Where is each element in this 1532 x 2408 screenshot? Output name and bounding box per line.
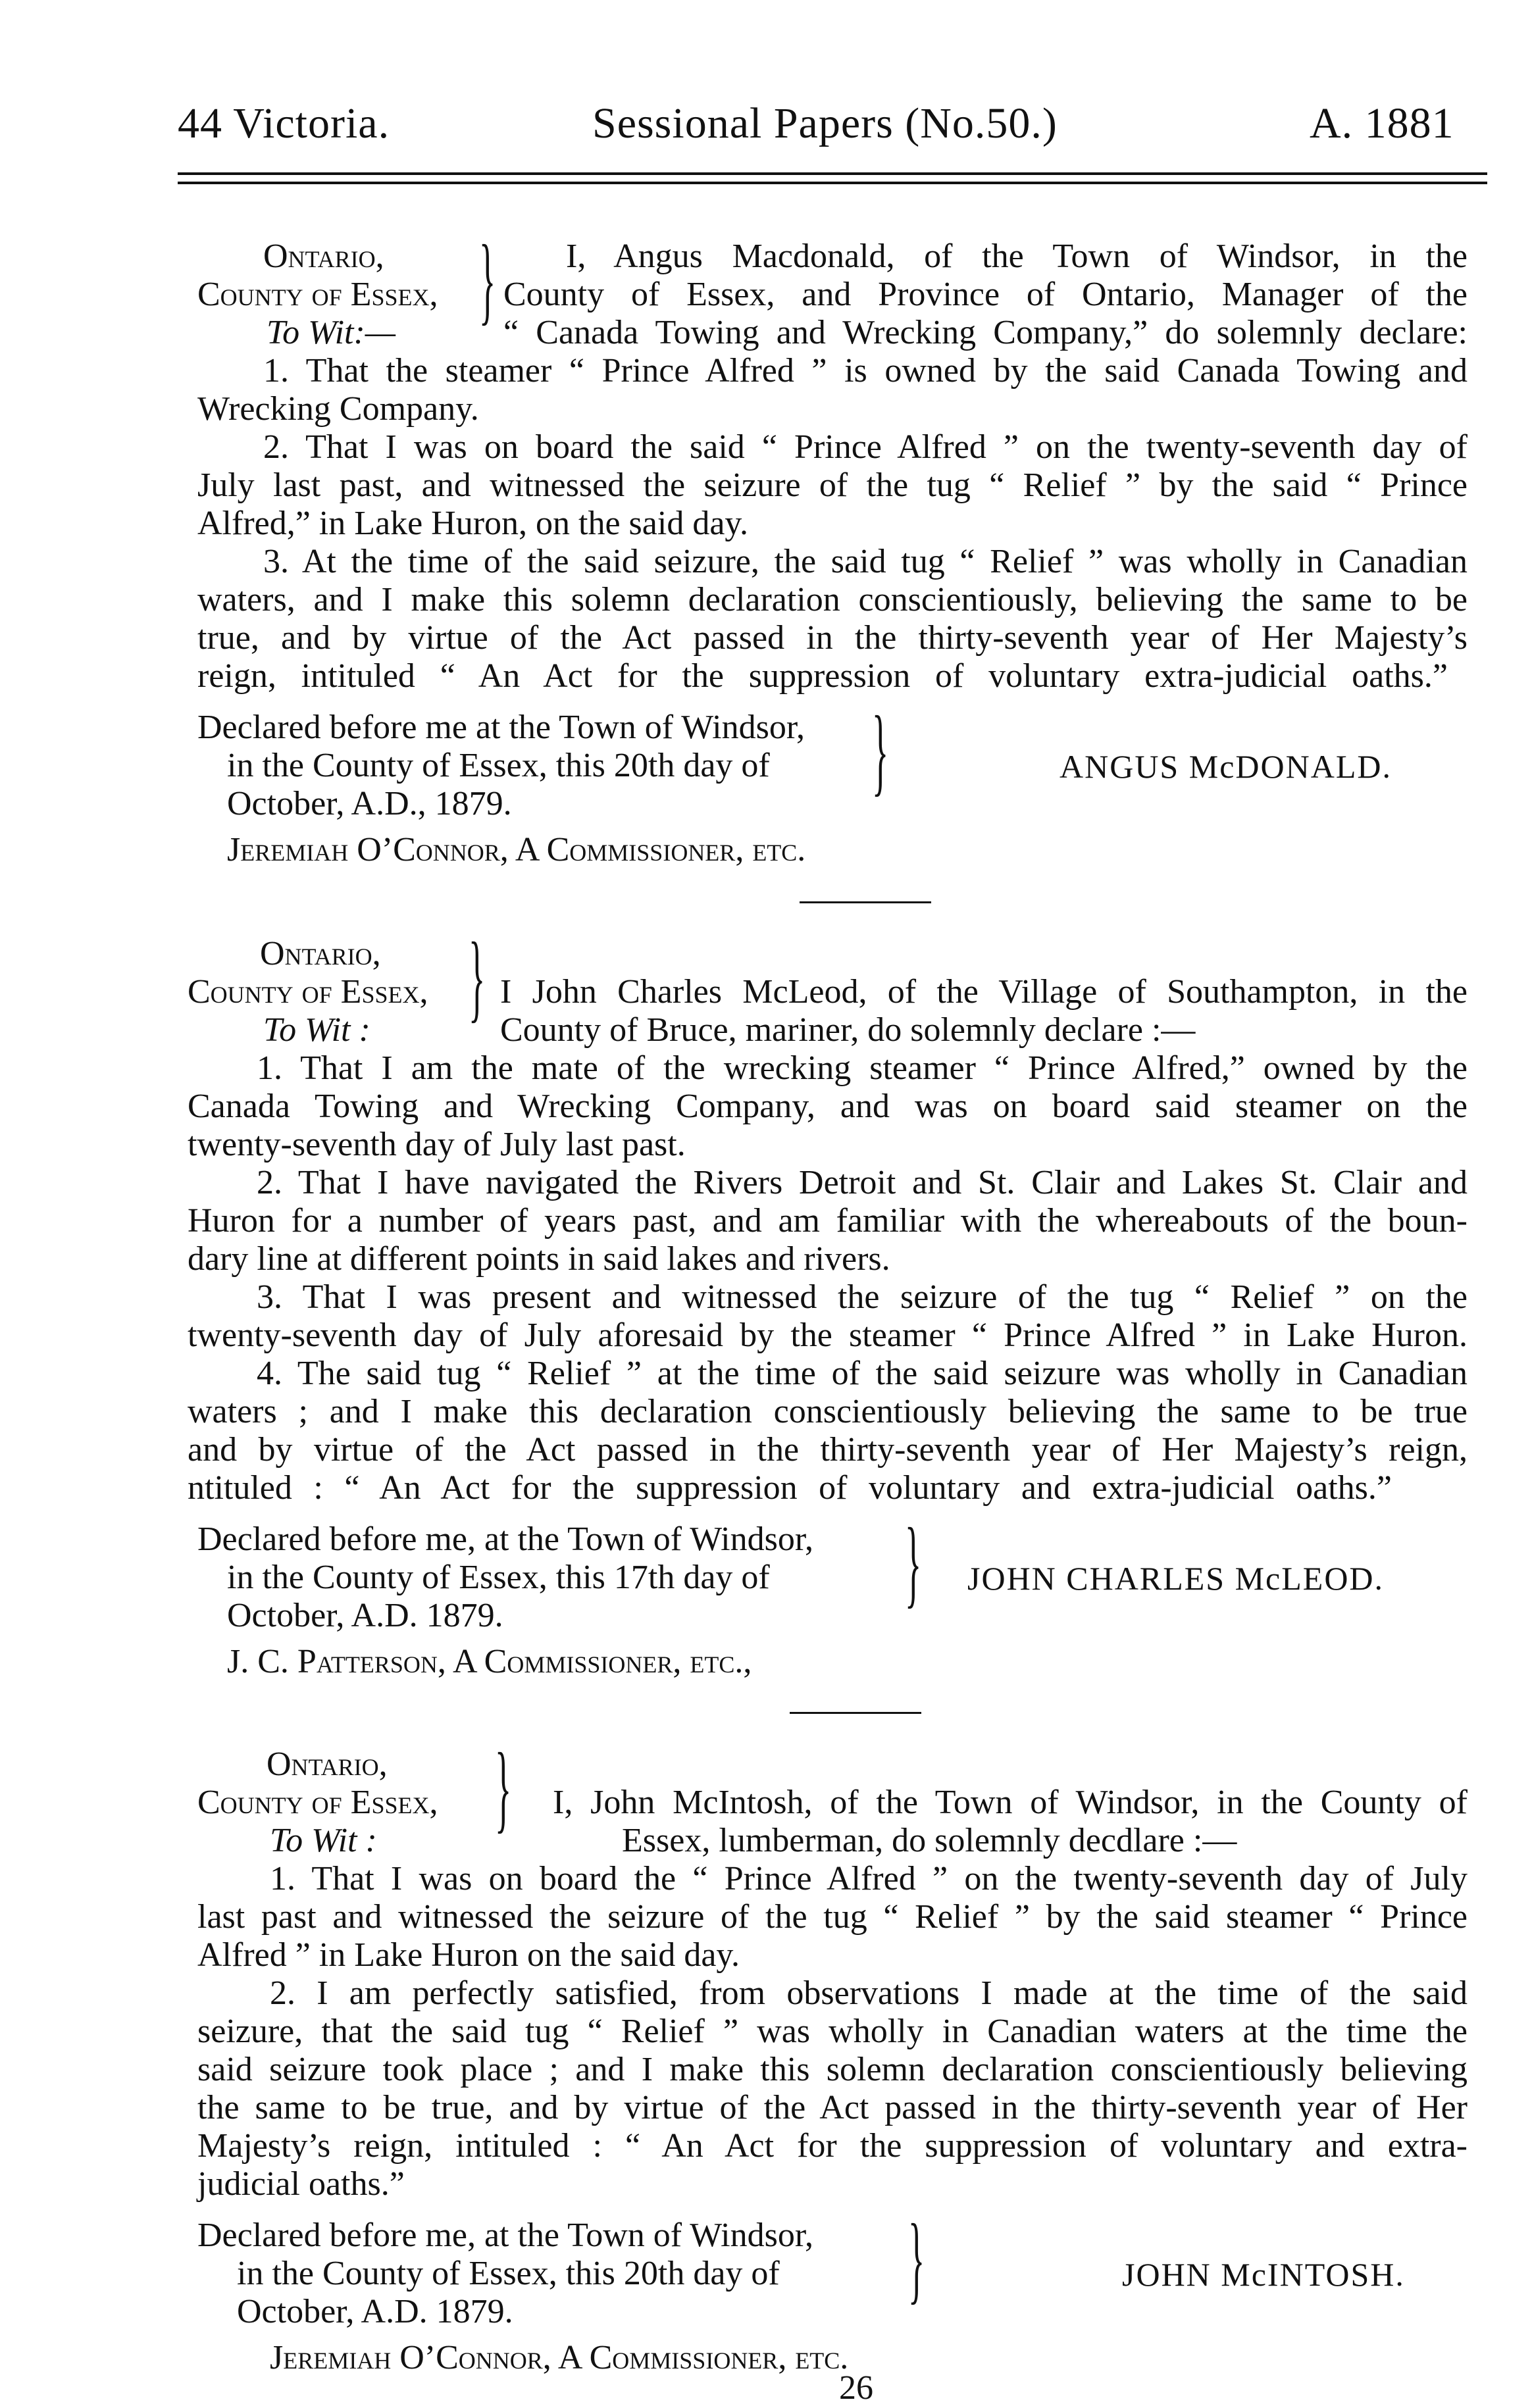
body-line: twenty-seventh day of July last past. bbox=[188, 1126, 686, 1163]
header-rule-bottom bbox=[178, 182, 1487, 184]
commissioner: J. C. Patterson, A Commissioner, etc., bbox=[227, 1643, 752, 1680]
body-line: ntituled : “ An Act for the suppression of voluntary and extra-judicial oaths.” bbox=[188, 1469, 1392, 1507]
body-line: 1. That I was on board the “ Prince Alfred ” on the twenty-seventh day of July bbox=[270, 1860, 1468, 1897]
declared-line: Declared before me, at the Town of Windsor, bbox=[197, 1520, 814, 1558]
body-line: the same to be true, and by virtue of the Act passed in the thirty-seventh year of Her bbox=[197, 2089, 1468, 2126]
body-line: reign, intituled “ An Act for the suppression of voluntary extra-judicial oaths.” bbox=[197, 657, 1448, 695]
venue-brace: } bbox=[495, 1733, 512, 1842]
body-line: seizure, that the said tug “ Relief ” was wholly in Canadian waters at the time the bbox=[197, 2013, 1468, 2050]
intro-line: Essex, lumberman, do solemnly decdlare :— bbox=[622, 1822, 1237, 1859]
page-number: 26 bbox=[839, 2369, 873, 2407]
intro-line: “ Canada Towing and Wrecking Company,” do solemnly declare: bbox=[503, 314, 1468, 351]
body-line: 2. That I was on board the said “ Prince Alfred ” on the twenty-seventh day of bbox=[263, 428, 1468, 466]
declared-brace: } bbox=[905, 1508, 922, 1617]
declared-line: Declared before me, at the Town of Windsor, bbox=[197, 2217, 814, 2254]
declared-line: Declared before me at the Town of Windsor, bbox=[197, 709, 805, 746]
intro-line: I, John McIntosh, of the Town of Windsor, in the County of bbox=[553, 1784, 1468, 1821]
venue-line-1: Ontario, bbox=[260, 935, 381, 972]
body-line: 3. That I was present and witnessed the seizure of the tug “ Relief ” on the bbox=[257, 1278, 1468, 1316]
declared-line: in the County of Essex, this 20th day of bbox=[227, 747, 770, 784]
body-line: 1. That the steamer “ Prince Alfred ” is owned by the said Canada Towing and bbox=[263, 352, 1468, 389]
declared-brace: } bbox=[908, 2204, 925, 2313]
body-line: July last past, and witnessed the seizure of the tug “ Relief ” by the said “ Prince bbox=[197, 466, 1468, 504]
section-separator bbox=[800, 901, 931, 903]
header-rule-top bbox=[178, 172, 1487, 175]
venue-line-1: Ontario, bbox=[267, 1745, 388, 1783]
body-line: Huron for a number of years past, and am familiar with the whereabouts of the boun- bbox=[188, 1202, 1468, 1240]
declared-line: October, A.D., 1879. bbox=[227, 785, 512, 822]
body-line: Wrecking Company. bbox=[197, 390, 479, 428]
body-line: waters ; and I make this declaration conscientiously believing the same to be true bbox=[188, 1393, 1468, 1430]
body-line: 1. That I am the mate of the wrecking steamer “ Prince Alfred,” owned by the bbox=[257, 1049, 1468, 1087]
signature: JOHN CHARLES McLEOD. bbox=[967, 1560, 1385, 1597]
declared-line: in the County of Essex, this 17th day of bbox=[227, 1559, 770, 1596]
body-line: 2. I am perfectly satisfied, from observations I made at the time of the said bbox=[270, 1974, 1468, 2012]
venue-brace: } bbox=[479, 225, 496, 334]
venue-line-3: To Wit : bbox=[270, 1822, 377, 1859]
venue-line-1: Ontario, bbox=[263, 238, 384, 275]
venue-line-2: County of Essex, bbox=[197, 1784, 438, 1821]
body-line: and by virtue of the Act passed in the thirty-seventh year of Her Majesty’s reign, bbox=[188, 1431, 1468, 1468]
venue-line-2: County of Essex, bbox=[188, 973, 428, 1011]
body-line: Alfred ” in Lake Huron on the said day. bbox=[197, 1936, 740, 1974]
body-line: dary line at different points in said lakes and rivers. bbox=[188, 1240, 890, 1278]
declared-line: in the County of Essex, this 20th day of bbox=[237, 2255, 780, 2292]
header-title: Sessional Papers (No.50.) bbox=[592, 99, 1058, 147]
header-year: A. 1881 bbox=[1310, 99, 1454, 147]
venue-line-2: County of Essex, bbox=[197, 276, 438, 313]
body-line: 2. That I have navigated the Rivers Detroit and St. Clair and Lakes St. Clair and bbox=[257, 1164, 1468, 1201]
intro-line: I, Angus Macdonald, of the Town of Windsor, in the bbox=[566, 238, 1468, 275]
body-line: 4. The said tug “ Relief ” at the time of the said seizure was wholly in Canadian bbox=[257, 1355, 1468, 1392]
section-separator bbox=[790, 1712, 921, 1714]
commissioner: Jeremiah O’Connor, A Commissioner, etc. bbox=[270, 2339, 849, 2376]
venue-line-3: To Wit:— bbox=[267, 314, 396, 351]
intro-line: County of Bruce, mariner, do solemnly declare :— bbox=[500, 1011, 1196, 1049]
declared-line: October, A.D. 1879. bbox=[237, 2293, 513, 2330]
signature: ANGUS McDONALD. bbox=[1060, 748, 1392, 785]
body-line: waters, and I make this solemn declaration conscientiously, believing the same to be bbox=[197, 581, 1468, 618]
declared-brace: } bbox=[872, 696, 889, 805]
body-line: judicial oaths.” bbox=[197, 2165, 405, 2203]
intro-line: County of Essex, and Province of Ontario, Manager of the bbox=[503, 276, 1468, 313]
header-session: 44 Victoria. bbox=[178, 99, 390, 147]
body-line: last past and witnessed the seizure of the tug “ Relief ” by the said steamer “ Prince bbox=[197, 1898, 1468, 1936]
intro-line: I John Charles McLeod, of the Village of Southampton, in the bbox=[500, 973, 1468, 1011]
body-line: said seizure took place ; and I make this solemn declaration conscientiously believing bbox=[197, 2051, 1468, 2088]
signature: JOHN McINTOSH. bbox=[1122, 2256, 1405, 2293]
commissioner: Jeremiah O’Connor, A Commissioner, etc. bbox=[227, 831, 806, 868]
body-line: Canada Towing and Wrecking Company, and was on board said steamer on the bbox=[188, 1088, 1468, 1125]
venue-line-3: To Wit : bbox=[263, 1011, 370, 1049]
body-line: Alfred,” in Lake Huron, on the said day. bbox=[197, 505, 749, 542]
body-line: twenty-seventh day of July aforesaid by the steamer “ Prince Alfred ” in Lake Huron. bbox=[188, 1317, 1468, 1354]
venue-brace: } bbox=[469, 922, 486, 1032]
body-line: true, and by virtue of the Act passed in the thirty-seventh year of Her Majesty’s bbox=[197, 619, 1468, 657]
declared-line: October, A.D. 1879. bbox=[227, 1597, 503, 1634]
body-line: Majesty’s reign, intituled : “ An Act for the suppression of voluntary and extra- bbox=[197, 2127, 1468, 2165]
body-line: 3. At the time of the said seizure, the said tug “ Relief ” was wholly in Canadian bbox=[263, 543, 1468, 580]
